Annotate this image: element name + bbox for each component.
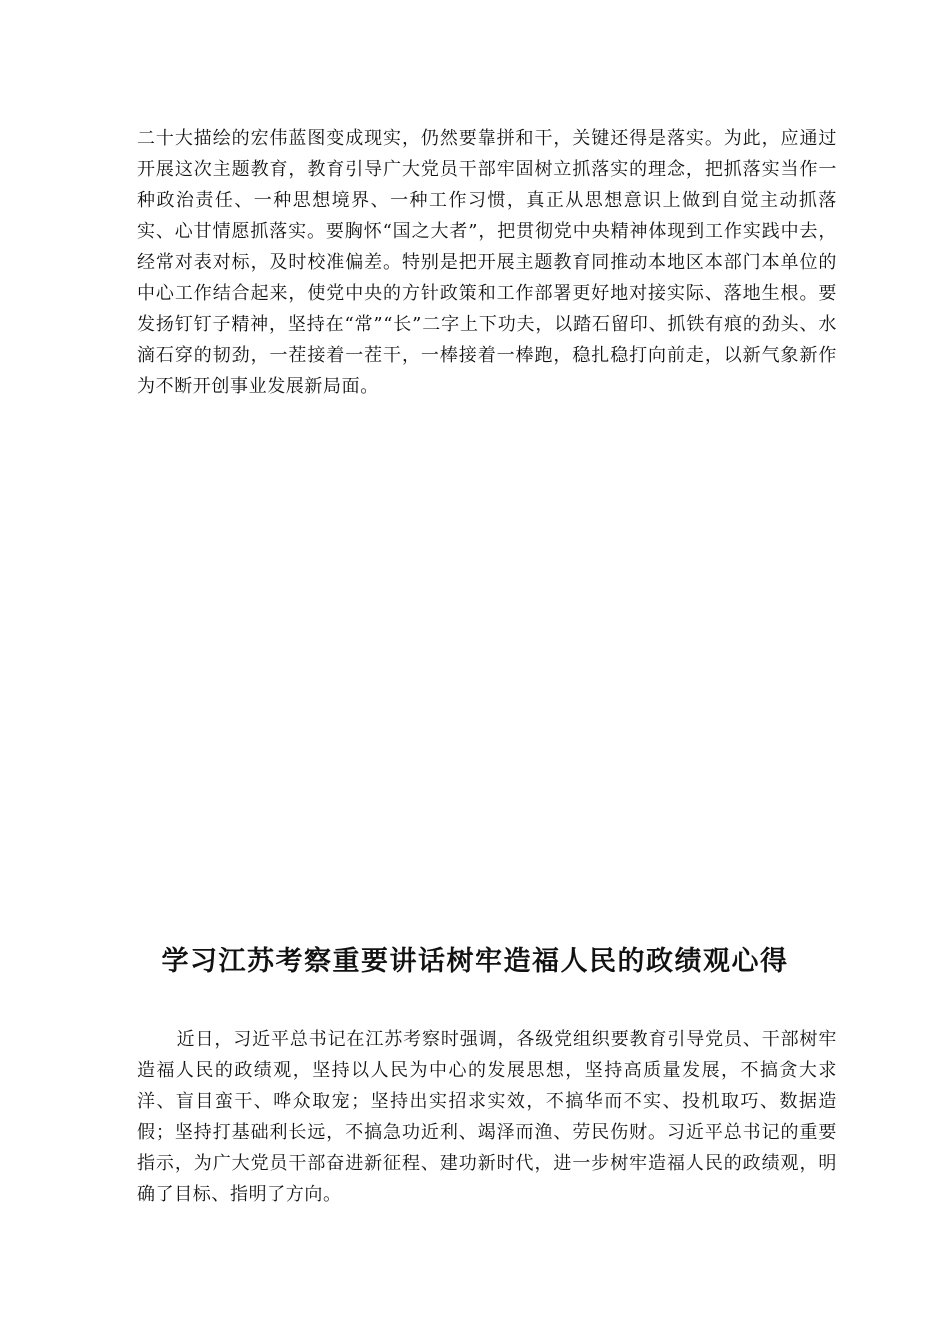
continuation-paragraph: 二十大描绘的宏伟蓝图变成现实，仍然要靠拼和干，关键还得是落实。为此，应通过开展这次主题教育，教育引导广大党员干部牢固树立抓落实的理念，把抓落实当作一种政治责任、一种思想境界、一种工作习惯，真正从思想意识上做到自觉主动抓落实、心甘情愿抓落实。要胸怀“国之大者”，把贯彻党中央精神体现到工作实践中去，经常对表对标，及时校准偏差。特别是把开展主题教育同推动本地区本部门本单位的中心工作结合起来，使党中央的方针政策和工作部署更好地对接实际、落地生根。要发扬钉钉子精神，坚持在“常”“长”二字上下功夫，以踏石留印、抓铁有痕的劲头、水滴石穿的韧劲，一茬接着一茬干，一棒接着一棒跑，稳扎稳打向前走，以新气象新作为不断开创事业发展新局面。 [137,128,837,397]
article-paragraph: 近日，习近平总书记在江苏考察时强调，各级党组织要教育引导党员、干部树牢造福人民的政绩观，坚持以人民为中心的发展思想，坚持高质量发展，不搞贪大求洋、盲目蛮干、哗众取宠；坚持出实招求实效，不搞华而不实、投机取巧、数据造假；坚持打基础利长远，不搞急功近利、竭泽而渔、劳民伤财。习近平总书记的重要指示，为广大党员干部奋进新征程、建功新时代，进一步树牢造福人民的政绩观，明确了目标、指明了方向。 [137,1029,837,1205]
article-title: 学习江苏考察重要讲话树牢造福人民的政绩观心得 [161,946,789,977]
